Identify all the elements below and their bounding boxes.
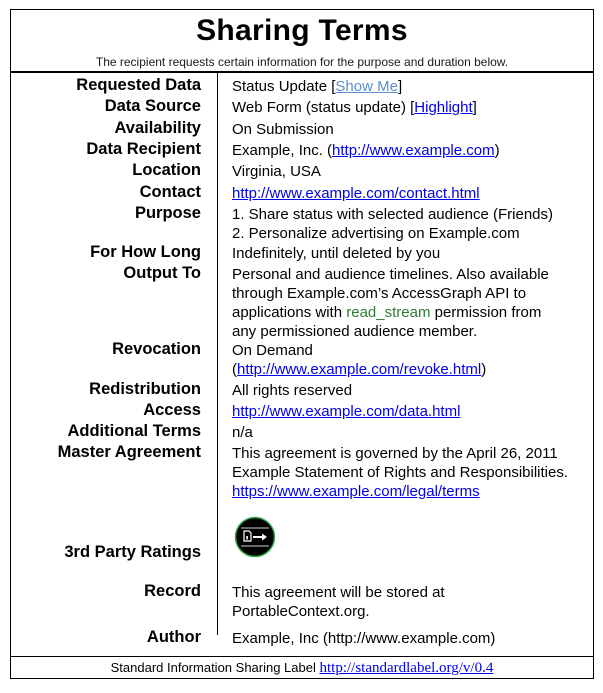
output-to-line-4: any permissioned audience member. — [232, 323, 478, 340]
output-to-line-2: through Example.com’s AccessGraph API to — [232, 285, 527, 302]
standard-label-link[interactable]: http://standardlabel.org/v/0.4 — [319, 660, 494, 676]
value-location — [232, 162, 584, 181]
legal-terms-link[interactable]: https://www.example.com/legal/terms — [232, 483, 480, 500]
label-third-party-ratings: 3rd Party Ratings — [64, 543, 201, 561]
author-text: Example, Inc (http://www.example.com) — [232, 630, 496, 647]
label-output-to: Output To — [123, 264, 201, 282]
redistribution-text: All rights reserved — [232, 382, 353, 399]
for-how-long-text: Indefinitely, until deleted by you — [232, 245, 441, 262]
paren-close: ) — [494, 142, 500, 159]
availability-text: On Submission — [232, 121, 334, 138]
label-record: Record — [144, 582, 201, 600]
footer-divider — [11, 656, 593, 657]
label-availability: Availability — [114, 119, 201, 137]
value-author — [232, 629, 584, 648]
output-to-line-3-pre: applications with — [232, 304, 347, 321]
label-location: Location — [132, 161, 201, 179]
paren-close: ) — [481, 361, 487, 378]
label-revocation: Revocation — [112, 340, 201, 358]
contact-link[interactable]: http://www.example.com/contact.html — [232, 185, 480, 202]
label-redistribution: Redistribution — [89, 380, 201, 398]
value-availability — [232, 120, 584, 139]
label-purpose: Purpose — [134, 204, 201, 222]
recipient-website-link[interactable]: http://www.example.com — [332, 142, 495, 159]
value-purpose — [232, 205, 584, 243]
master-agreement-line-1: This agreement is governed by the April 26, 2011 — [232, 445, 558, 462]
sharing-label — [10, 9, 594, 679]
page-title: Sharing Terms — [196, 14, 408, 47]
paren-open: ( — [232, 361, 237, 378]
bracket-close: ] — [397, 78, 403, 95]
value-master-agreement — [232, 444, 584, 501]
export-data-rating-icon[interactable] — [234, 516, 276, 558]
data-source-text: Web Form (status update) — [232, 99, 411, 116]
show-me-link[interactable]: Show Me — [335, 78, 398, 95]
output-to-line-3-post: permission from — [430, 304, 542, 321]
bracket-close: ] — [472, 99, 477, 116]
requested-data-text: Status Update — [232, 78, 332, 95]
purpose-item-1: 1. Share status with selected audience (Friends) — [232, 206, 553, 223]
location-text: Virginia, USA — [232, 163, 321, 180]
revoke-link[interactable]: http://www.example.com/revoke.html — [237, 361, 482, 378]
value-for-how-long — [232, 244, 584, 263]
value-revocation — [232, 341, 584, 379]
access-link[interactable]: http://www.example.com/data.html — [232, 403, 461, 420]
value-data-source — [232, 98, 584, 117]
label-contact: Contact — [139, 183, 201, 201]
value-additional-terms — [232, 423, 584, 442]
additional-terms-text: n/a — [232, 424, 253, 441]
record-line-2: PortableContext.org. — [232, 603, 370, 620]
bracket-open: [ — [331, 78, 336, 95]
output-to-line-1: Personal and audience timelines. Also available — [232, 266, 549, 283]
data-recipient-text: Example, Inc. ( — [232, 142, 333, 159]
value-access — [232, 402, 584, 421]
label-access: Access — [143, 401, 201, 419]
value-data-recipient — [232, 141, 584, 160]
bracket-open: [ — [410, 99, 415, 116]
purpose-item-2: 2. Personalize advertising on Example.com — [232, 225, 520, 242]
label-author: Author — [146, 628, 201, 646]
record-line-1: This agreement will be stored at — [232, 584, 445, 601]
footer — [11, 659, 593, 677]
page-subtitle: The recipient requests certain information for the purpose and duration below. — [95, 55, 509, 69]
value-requested-data — [232, 77, 584, 96]
column-divider — [217, 73, 218, 635]
label-additional-terms: Additional Terms — [67, 422, 201, 440]
label-requested-data: Requested Data — [76, 76, 201, 94]
header-divider — [11, 71, 593, 73]
label-data-recipient: Data Recipient — [86, 140, 201, 158]
value-output-to — [232, 265, 584, 341]
read-stream-permission: read_stream — [346, 304, 431, 321]
revocation-text: On Demand — [232, 342, 313, 359]
highlight-link[interactable]: Highlight — [414, 99, 473, 116]
value-redistribution — [232, 381, 584, 400]
footer-text: Standard Information Sharing Label — [110, 660, 320, 675]
value-contact — [232, 184, 584, 203]
label-data-source: Data Source — [104, 97, 201, 115]
master-agreement-line-2: Example Statement of Rights and Responsibilities. — [232, 464, 569, 481]
label-master-agreement: Master Agreement — [57, 443, 201, 461]
value-record — [232, 583, 584, 621]
label-for-how-long: For How Long — [90, 243, 201, 261]
